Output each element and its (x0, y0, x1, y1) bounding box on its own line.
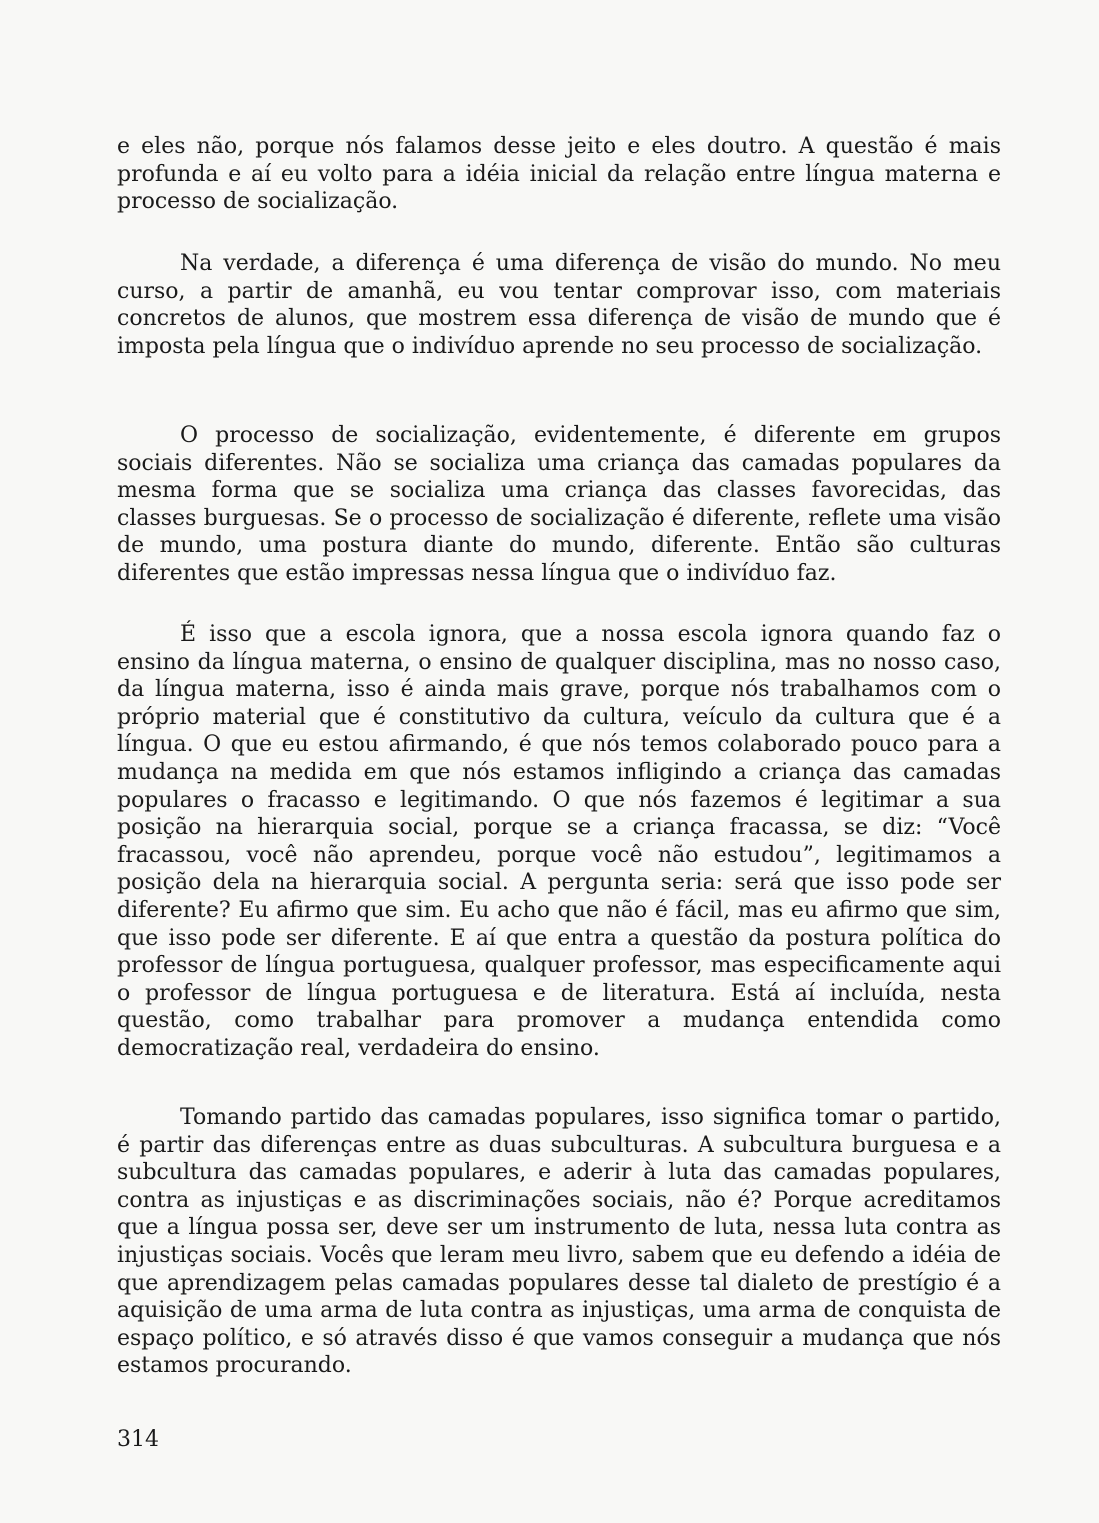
paragraph-1: e eles não, porque nós falamos desse jeito e eles doutro. A questão é mais profunda e aí eu volto para a idéia inicial da relação entre língua materna e processo de socialização. (117, 134, 1001, 215)
paragraph-5-block (117, 1104, 1001, 1380)
paragraph-1-block (117, 133, 1001, 216)
paragraph-3-block (117, 422, 1001, 588)
paragraph-2-block (117, 250, 1001, 360)
paragraph-2: Na verdade, a diferença é uma diferença de visão do mundo. No meu curso, a partir de amanhã, eu vou tentar comprovar isso, com materiais concretos de alunos, que mostrem essa diferença de visão de mundo que é imposta pela língua que o indivíduo aprende no seu processo de socialização. (117, 251, 1001, 359)
page-number: 314 (117, 1427, 159, 1452)
paragraph-3: O processo de socialização, evidentemente, é diferente em grupos sociais diferentes. Não se socializa uma criança das camadas populares da mesma forma que se socializa uma criança das classes favorecidas, das classes burguesas. Se o processo de socialização é diferente, reflete uma visão de mundo, uma postura diante do mundo, diferente. Então são culturas diferentes que estão impressas nessa língua que o indivíduo faz. (117, 423, 1001, 586)
paragraph-4-block (117, 621, 1001, 1063)
paragraph-4: É isso que a escola ignora, que a nossa escola ignora quando faz o ensino da língua materna, o ensino de qualquer disciplina, mas no nosso caso, da língua materna, isso é ainda mais grave, porque nós trabalhamos com o próprio material que é constitutivo da cultura, veículo da cultura que é a língua. O que eu estou afirmando, é que nós temos colaborado pouco para a mudança na medida em que nós estamos infligindo a criança das camadas populares o fracasso e legitimando. O que nós fazemos é legitimar a sua posição na hierarquia social, porque se a criança fracassa, se diz: “Você fracassou, você não aprendeu, porque você não estudou”, legitimamos a posição dela na hierarquia social. A pergunta seria: será que isso pode ser diferente? Eu afirmo que sim. Eu acho que não é fácil, mas eu afirmo que sim, que isso pode ser diferente. E aí que entra a questão da postura política do professor de língua portuguesa, qualquer professor, mas especificamente aqui o professor de língua portuguesa e de literatura. Está aí incluída, nesta questão, como trabalhar para promover a mudança entendida como democratização real, verdadeira do ensino. (117, 622, 1001, 1061)
paragraph-5: Tomando partido das camadas populares, isso significa tomar o partido, é partir das diferenças entre as duas subculturas. A subcultura burguesa e a subcultura das camadas populares, e aderir à luta das camadas populares, contra as injustiças e as discriminações sociais, não é? Porque acreditamos que a língua possa ser, deve ser um instrumento de luta, nessa luta contra as injustiças sociais. Vocês que leram meu livro, sabem que eu defendo a idéia de que aprendizagem pelas camadas populares desse tal dialeto de prestígio é a aquisição de uma arma de luta contra as injustiças, uma arma de conquista de espaço político, e só através disso é que vamos conseguir a mudança que nós estamos procurando. (117, 1105, 1001, 1379)
